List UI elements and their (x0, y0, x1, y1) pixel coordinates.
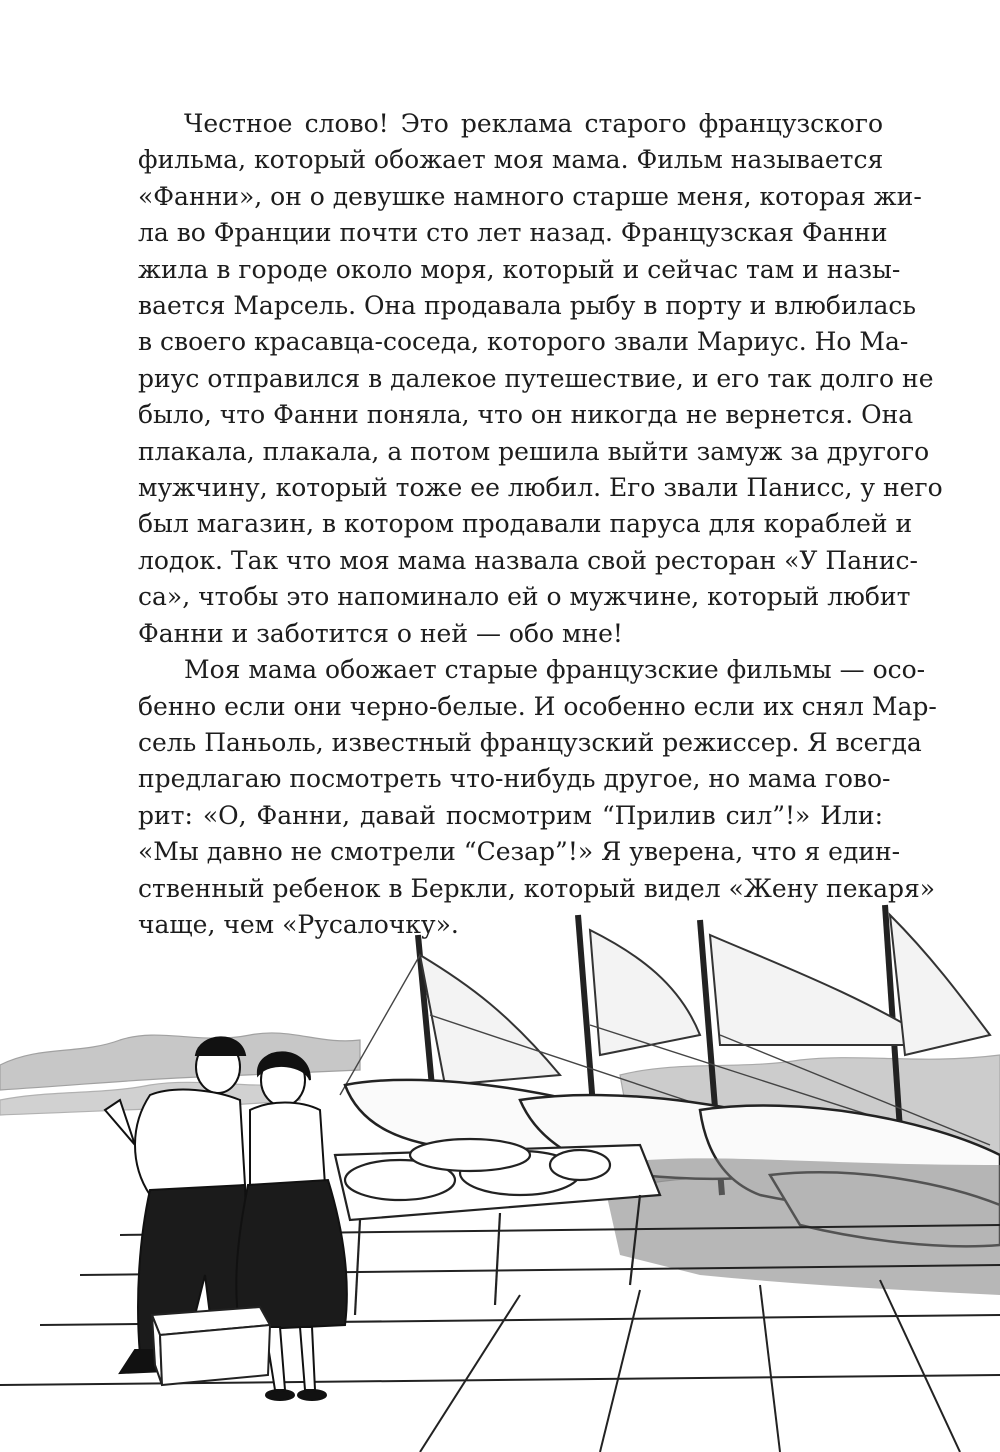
text-line: сель Паньоль, известный французский режиссер. Я всегда (138, 727, 922, 757)
harbor-illustration (0, 895, 1000, 1452)
text-line: «Фанни», он о девушке намного старше меня, которая жи- (138, 181, 922, 211)
text-line: ственный ребенок в Беркли, который видел «Жену пекаря» (138, 873, 936, 903)
text-line: мужчину, который тоже ее любил. Его звали Панисс, у него (138, 473, 943, 503)
text-line: Честное слово! Это реклама старого французского (184, 109, 883, 138)
text-line: в своего красавца-соседа, которого звали Мариус. Но Ма- (138, 327, 909, 357)
text-line: чаще, чем «Русалочку». (138, 909, 459, 939)
text-line: фильма, который обожает моя мама. Фильм называется (138, 145, 884, 175)
text-line: са», чтобы это напоминало ей о мужчине, который любит (138, 582, 911, 612)
text-line: жила в городе около моря, который и сейчас там и назы- (138, 254, 901, 284)
body-text (138, 106, 943, 943)
wooden-box (152, 1307, 270, 1385)
paragraph-1 (138, 106, 943, 652)
text-line: «Мы давно не смотрели “Сезар”!» Я уверена, что я един- (138, 837, 901, 867)
text-line: было, что Фанни поняла, что он никогда не вернется. Она (138, 400, 914, 430)
text-line: вается Марсель. Она продавала рыбу в порту и влюбилась (138, 291, 917, 321)
text-line: рит: «О, Фанни, давай посмотрим “Прилив сил”!» Или: (138, 800, 883, 830)
text-line: плакала, плакала, а потом решила выйти замуж за другого (138, 436, 930, 466)
table-with-fish (335, 1139, 660, 1315)
text-line: бенно если они черно-белые. И особенно если их снял Мар- (138, 691, 937, 721)
text-line: был магазин, в котором продавали паруса для кораблей и (138, 509, 913, 539)
text-line: риус отправился в далекое путешествие, и его так долго не (138, 363, 934, 393)
text-line: Фанни и заботится о ней — обо мне! (138, 618, 623, 648)
text-line: лодок. Так что моя мама назвала свой ресторан «У Панис- (138, 545, 918, 575)
text-line: предлагаю посмотреть что-нибудь другое, но мама гово- (138, 764, 891, 794)
text-line: Моя мама обожает старые французские фильмы — осо- (184, 655, 926, 685)
text-line: ла во Франции почти сто лет назад. Французская Фанни (138, 218, 888, 248)
